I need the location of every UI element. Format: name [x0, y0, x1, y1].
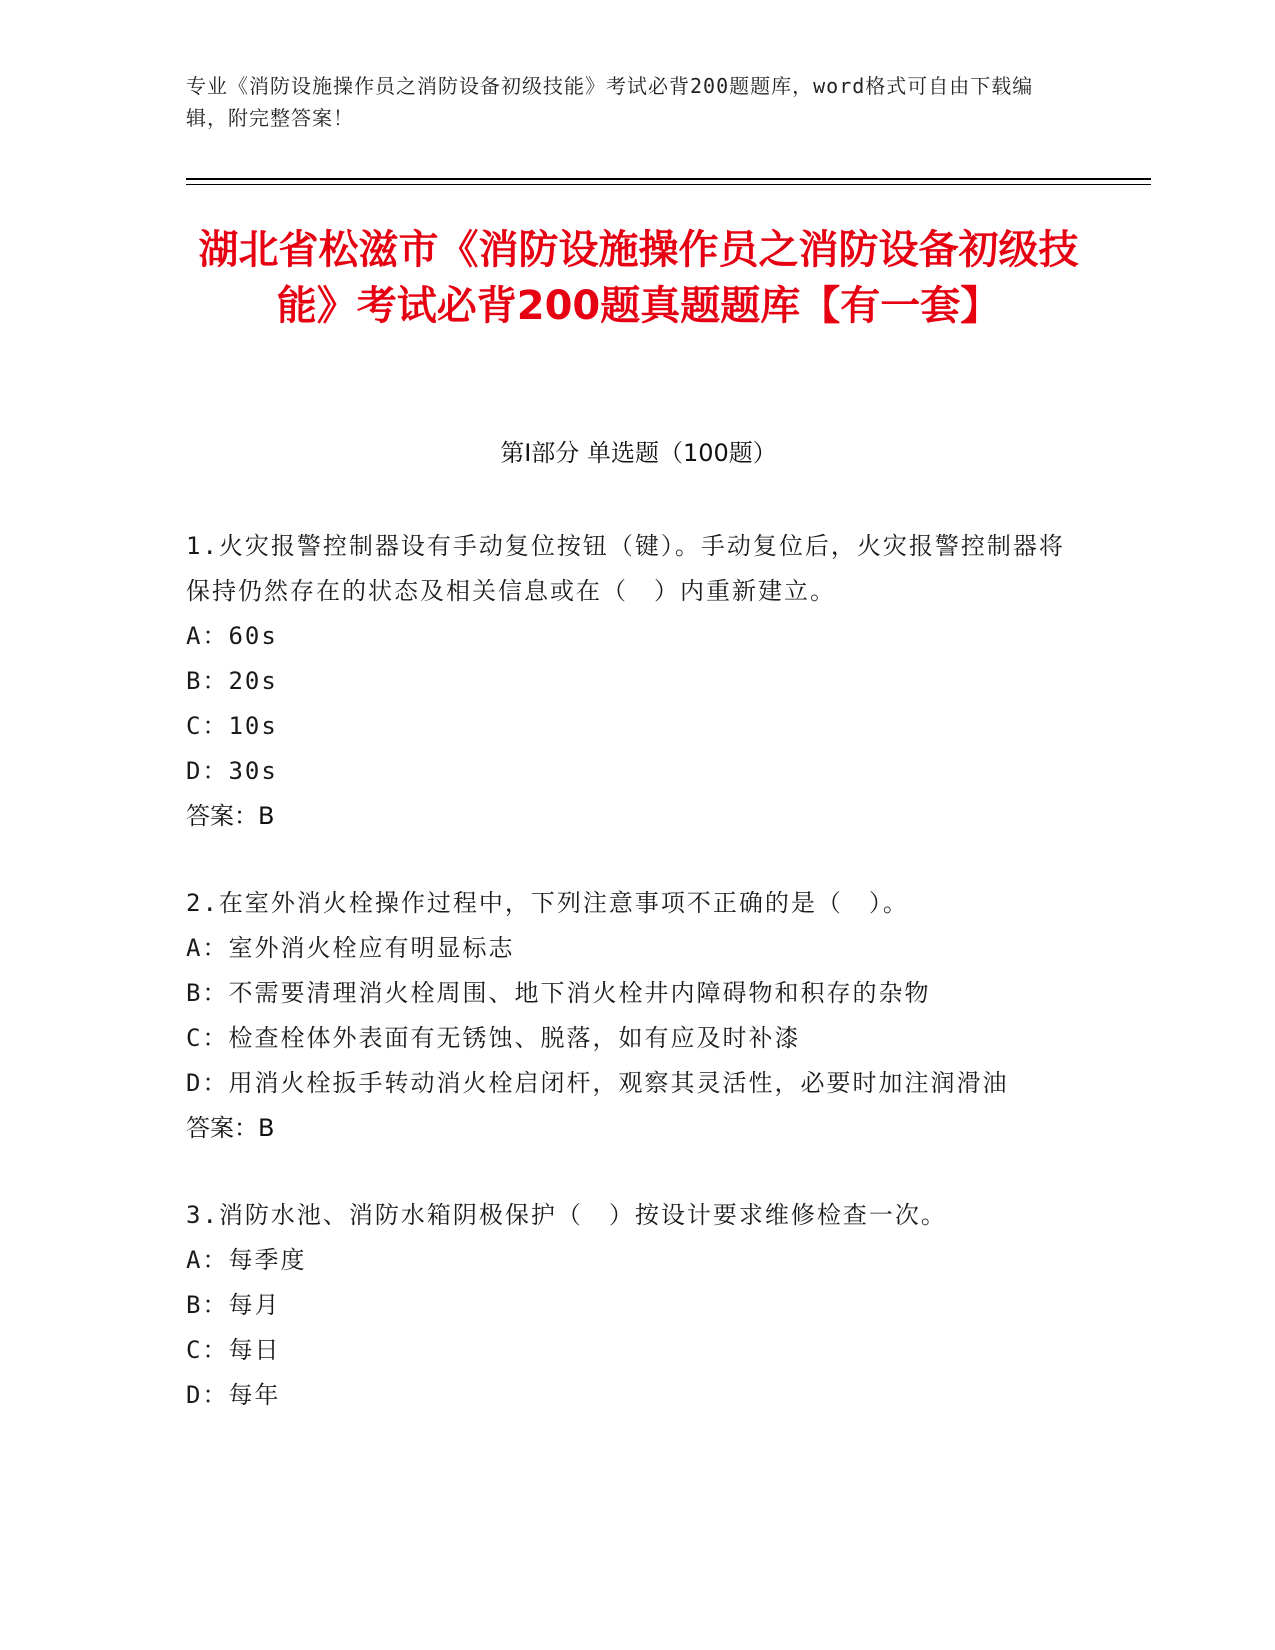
option-a: A：室外消火栓应有明显标志 [186, 934, 515, 962]
option-c: C：10s [186, 712, 278, 740]
option-d: D：每年 [186, 1381, 281, 1409]
option-a: A：60s [186, 622, 278, 650]
document-title: 湖北省松滋市《消防设施操作员之消防设备初级技能》考试必背200题真题题库【有一套】 [198, 227, 1079, 329]
question-list [186, 524, 1066, 1460]
option-c: C：检查栓体外表面有无锈蚀、脱落，如有应及时补漆 [186, 1024, 801, 1052]
question-2 [186, 881, 1066, 1151]
option-d: D：30s [186, 757, 278, 785]
question-stem: 3.消防水池、消防水箱阴极保护（ ）按设计要求维修检查一次。 [186, 1201, 947, 1229]
header-rule-thick [186, 178, 1151, 180]
answer-line: 答案：B [186, 802, 275, 830]
option-a: A：每季度 [186, 1246, 307, 1274]
header-rule-thin [186, 184, 1151, 185]
option-c: C：每日 [186, 1336, 281, 1364]
header-note: 专业《消防设施操作员之消防设备初级技能》考试必背200题题库，word格式可自由下载编辑，附完整答案！ [186, 74, 1034, 130]
question-1 [186, 524, 1066, 839]
question-stem: 2.在室外消火栓操作过程中，下列注意事项不正确的是（ ）。 [186, 889, 909, 917]
option-b: B：20s [186, 667, 278, 695]
section-heading: 第Ⅰ部分 单选题（100题） [500, 439, 777, 467]
question-stem: 1.火灾报警控制器设有手动复位按钮（键）。手动复位后，火灾报警控制器将保持仍然存在的状态及相关信息或在（ ）内重新建立。 [186, 532, 1065, 605]
option-b: B：每月 [186, 1291, 281, 1319]
option-d: D：用消火栓扳手转动消火栓启闭杆，观察其灵活性，必要时加注润滑油 [186, 1069, 1009, 1097]
option-b: B：不需要清理消火栓周围、地下消火栓井内障碍物和积存的杂物 [186, 979, 931, 1007]
answer-line: 答案：B [186, 1114, 275, 1142]
question-3 [186, 1193, 1066, 1418]
